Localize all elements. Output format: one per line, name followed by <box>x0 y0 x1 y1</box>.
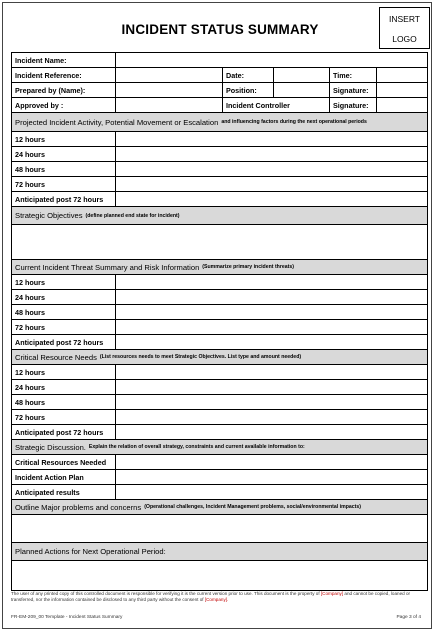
projected-row-48h <box>12 162 427 177</box>
period-label: Anticipated post 72 hours <box>12 335 116 349</box>
label-position: Position: <box>223 83 274 97</box>
section-header-projected <box>12 113 427 132</box>
field-approved-by[interactable] <box>116 98 223 112</box>
threat-row-post72h <box>12 335 427 350</box>
field-time[interactable] <box>377 68 427 82</box>
discussion-label: Critical Resources Needed <box>12 455 116 469</box>
period-label: 72 hours <box>12 320 116 334</box>
discussion-field-action-plan[interactable] <box>116 470 427 484</box>
threat-field-24h[interactable] <box>116 290 427 304</box>
discussion-field-resources[interactable] <box>116 455 427 469</box>
company-placeholder-1: [Company] <box>320 591 344 596</box>
period-label: 48 hours <box>12 305 116 319</box>
projected-row-post72h <box>12 192 427 207</box>
resource-field-72h[interactable] <box>116 410 427 424</box>
row-incident-name <box>12 53 427 68</box>
threat-row-72h <box>12 320 427 335</box>
section-header-strategic-discussion <box>12 440 427 455</box>
resource-row-post72h <box>12 425 427 440</box>
threat-field-48h[interactable] <box>116 305 427 319</box>
resource-field-12h[interactable] <box>116 365 427 379</box>
section-title-critical-resource: Critical Resource Needs <box>15 352 97 362</box>
period-label: 12 hours <box>12 275 116 289</box>
row-approved-by <box>12 98 427 113</box>
discussion-row-resources <box>12 455 427 470</box>
disclaimer-text-1: The user of any printed copy of this controlled document is responsible for verifying it is the current version prior to use. This document is the property of <box>11 591 320 596</box>
footer-disclaimer <box>11 591 429 603</box>
label-date: Date: <box>223 68 274 82</box>
section-sub-strategic-discussion: Explain the relation of overall strategy, constraints and current available information to: <box>88 444 305 450</box>
discussion-row-results <box>12 485 427 500</box>
section-title-strategic-objectives: Strategic Objectives <box>15 211 83 220</box>
section-header-threat-summary <box>12 260 427 275</box>
page-title: INCIDENT STATUS SUMMARY <box>121 22 319 37</box>
row-incident-reference <box>12 68 427 83</box>
logo-text-line1: INSERT <box>388 14 421 24</box>
section-title-outline-problems: Outline Major problems and concerns <box>15 502 142 512</box>
strategic-objectives-field[interactable] <box>12 225 427 260</box>
period-label: 24 hours <box>12 380 116 394</box>
discussion-field-results[interactable] <box>116 485 427 499</box>
period-label: 72 hours <box>12 177 116 191</box>
section-header-critical-resource <box>12 350 427 365</box>
field-incident-name[interactable] <box>116 53 427 67</box>
period-label: 24 hours <box>12 147 116 161</box>
period-label: 48 hours <box>12 162 116 176</box>
threat-field-12h[interactable] <box>116 275 427 289</box>
section-title-threat-summary: Current Incident Threat Summary and Risk Information <box>15 262 200 272</box>
document-reference: FR-EM-209_00 Template - Incident Status Summary <box>11 615 123 620</box>
label-signature-2: Signature: <box>330 98 377 112</box>
form-grid <box>11 52 428 591</box>
resource-field-24h[interactable] <box>116 380 427 394</box>
disclaimer-text-2: and cannot be copied, loaned or transferred, nor the information contained be disclosed to any third party without the consent of <box>11 591 411 603</box>
discussion-label: Anticipated results <box>12 485 116 499</box>
projected-field-72h[interactable] <box>116 177 427 191</box>
period-label: 12 hours <box>12 132 116 146</box>
section-sub-threat-summary: (Summarize primary incident threats) <box>202 264 294 270</box>
period-label: 24 hours <box>12 290 116 304</box>
field-position[interactable] <box>274 83 330 97</box>
period-label: 12 hours <box>12 365 116 379</box>
label-prepared-by: Prepared by (Name): <box>12 83 116 97</box>
planned-actions-field[interactable] <box>12 561 427 590</box>
projected-field-48h[interactable] <box>116 162 427 176</box>
section-title-strategic-discussion: Strategic Discussion. <box>15 442 86 452</box>
resource-field-post72h[interactable] <box>116 425 427 439</box>
label-time: Time: <box>330 68 377 82</box>
section-header-outline-problems <box>12 500 427 515</box>
label-signature: Signature: <box>330 83 377 97</box>
threat-row-24h <box>12 290 427 305</box>
projected-row-24h <box>12 147 427 162</box>
field-signature-2[interactable] <box>377 98 427 112</box>
projected-field-24h[interactable] <box>116 147 427 161</box>
threat-field-72h[interactable] <box>116 320 427 334</box>
resource-row-24h <box>12 380 427 395</box>
projected-field-12h[interactable] <box>116 132 427 146</box>
projected-row-72h <box>12 177 427 192</box>
projected-row-12h <box>12 132 427 147</box>
section-sub-outline-problems: (Operational challenges, Incident Management problems, social/environmental impacts) <box>144 504 361 510</box>
threat-row-12h <box>12 275 427 290</box>
field-date[interactable] <box>274 68 330 82</box>
label-incident-reference: Incident Reference: <box>12 68 116 82</box>
label-incident-controller: Incident Controller <box>223 98 330 112</box>
period-label: 48 hours <box>12 395 116 409</box>
label-approved-by: Approved by : <box>12 98 116 112</box>
section-title-planned-actions: Planned Actions for Next Operational Period: <box>15 547 166 556</box>
label-incident-name: Incident Name: <box>12 53 116 67</box>
period-label: Anticipated post 72 hours <box>12 425 116 439</box>
row-prepared-by <box>12 83 427 98</box>
threat-field-post72h[interactable] <box>116 335 427 349</box>
discussion-label: Incident Action Plan <box>12 470 116 484</box>
section-sub-strategic-objectives: (define planned end state for incident) <box>85 212 180 219</box>
period-label: 72 hours <box>12 410 116 424</box>
outline-problems-field[interactable] <box>12 515 427 543</box>
section-sub-projected: and influencing factors during the next operational periods <box>221 119 367 125</box>
period-label: Anticipated post 72 hours <box>12 192 116 206</box>
threat-row-48h <box>12 305 427 320</box>
page-number: Page 3 of 4 <box>396 615 421 620</box>
field-prepared-by[interactable] <box>116 83 223 97</box>
resource-row-48h <box>12 395 427 410</box>
section-title-projected: Projected Incident Activity, Potential Movement or Escalation <box>15 117 219 127</box>
section-header-planned-actions <box>12 543 427 561</box>
discussion-row-action-plan <box>12 470 427 485</box>
projected-field-post72h[interactable] <box>116 192 427 206</box>
resource-row-72h <box>12 410 427 425</box>
company-placeholder-2: [Company]. <box>204 597 229 603</box>
section-header-strategic-objectives <box>12 207 427 225</box>
logo-text-line2: LOGO <box>392 34 417 44</box>
field-incident-reference[interactable] <box>116 68 223 82</box>
section-sub-critical-resource: (List resources needs to meet Strategic Objectives. List type and amount needed) <box>99 354 302 360</box>
resource-field-48h[interactable] <box>116 395 427 409</box>
resource-row-12h <box>12 365 427 380</box>
field-signature[interactable] <box>377 83 427 97</box>
page <box>2 2 432 629</box>
